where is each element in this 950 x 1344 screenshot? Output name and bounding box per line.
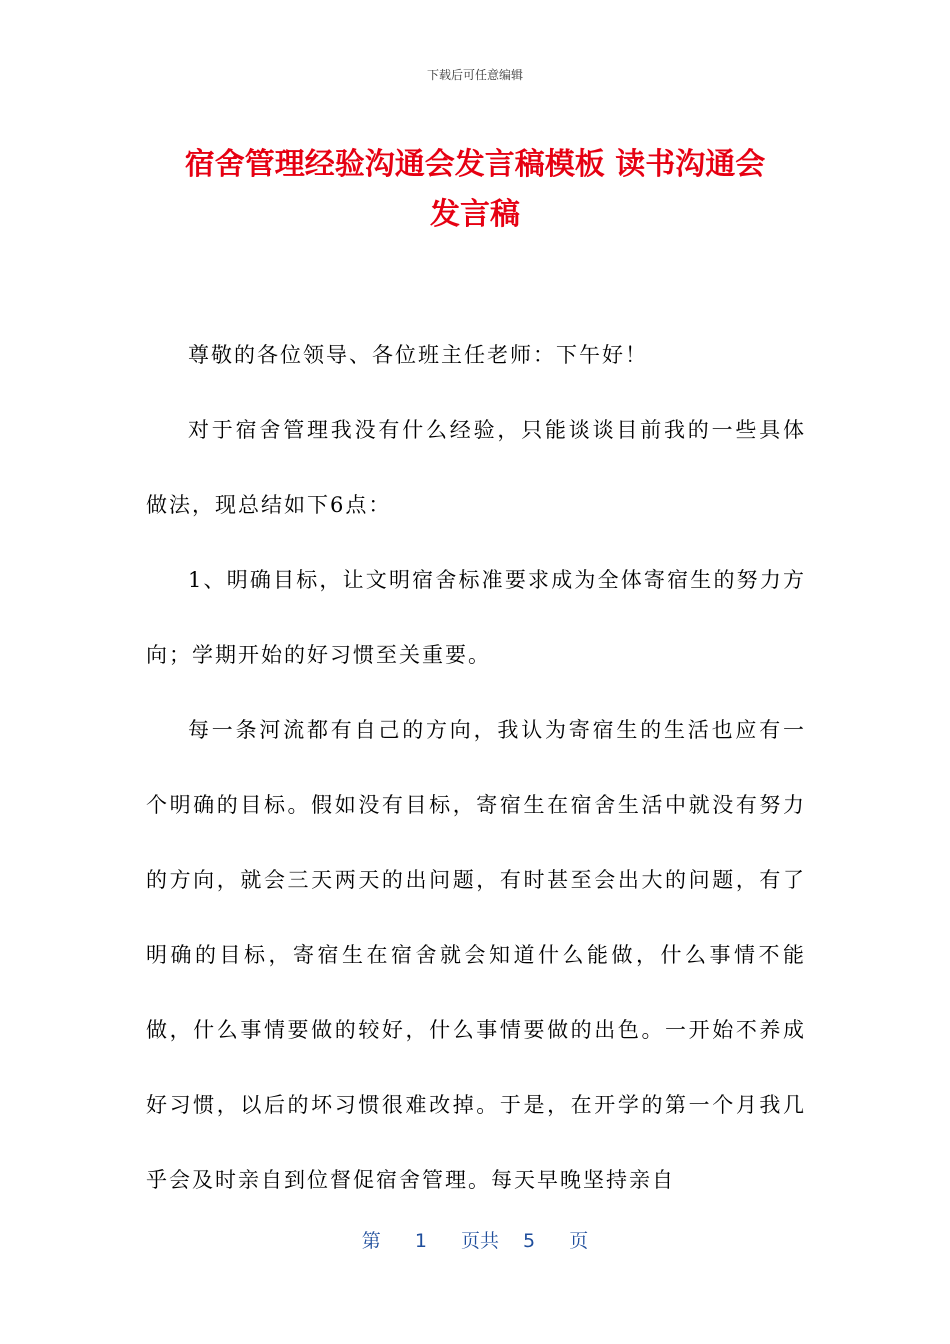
title-line-1: 宿舍管理经验沟通会发言稿模板 读书沟通会: [184, 147, 766, 182]
paragraph-intro: 对于宿舍管理我没有什么经验，只能谈谈目前我的一些具体做法，现总结如下6点：: [146, 418, 806, 517]
paragraph-greeting: 尊敬的各位领导、各位班主任老师：下午好！: [188, 343, 648, 367]
page-footer: [0, 1226, 950, 1253]
header-note: 下载后可任意编辑: [426, 68, 523, 82]
document-title: [120, 140, 830, 240]
footer-middle: 页共: [460, 1230, 499, 1252]
document-body: [146, 318, 806, 1218]
footer-page-number: 1: [414, 1230, 427, 1252]
paragraph-point-1: 1、明确目标，让文明宿舍标准要求成为全体寄宿生的努力方向；学期开始的好习惯至关重要。: [146, 568, 806, 667]
paragraph-detail: 每一条河流都有自己的方向，我认为寄宿生的生活也应有一个明确的目标。假如没有目标，寄宿生在宿舍生活中就没有努力的方向，就会三天两天的出问题，有时甚至会出大的问题，有了明确的目标，寄宿生在宿舍就会知道什么能做，什么事情不能做，什么事情要做的较好，什么事情要做的出色。一开始不养成好习惯，以后的坏习惯很难改掉。于是，在开学的第一个月我几乎会及时亲自到位督促宿舍管理。每天早晚坚持亲自: [146, 718, 806, 1192]
title-line-2: 发言稿: [430, 197, 520, 232]
footer-suffix: 页: [569, 1230, 589, 1252]
footer-total-pages: 5: [523, 1230, 536, 1252]
footer-prefix: 第: [361, 1230, 381, 1252]
